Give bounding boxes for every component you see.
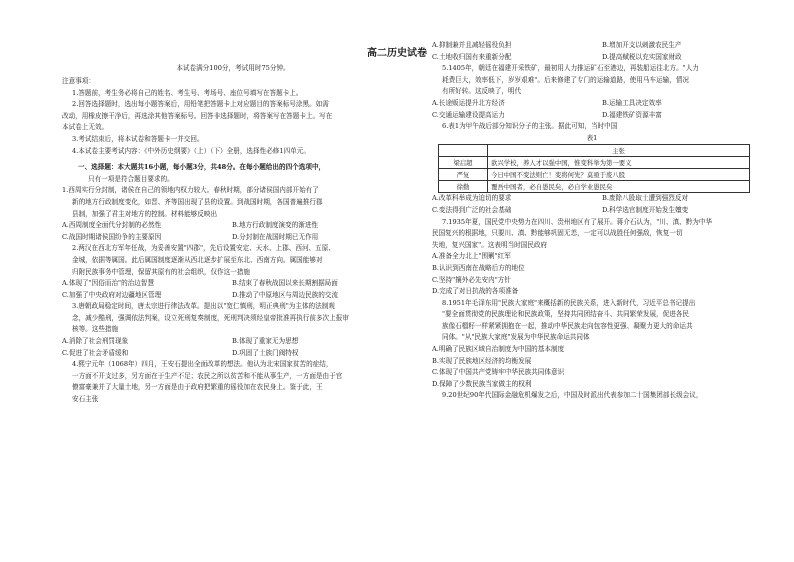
question-8-stem: 8.1951年毛泽东用"民族大家庭"来概括新的民族关系，进入新时代，习近平总书记提出 [442, 298, 696, 307]
question-4-stem: 僚富豪兼并了大量土地，另一方面是由于政府把繁重的徭役加在农民身上。鉴于此，王 [72, 383, 323, 392]
table-cell-text: 欲兴学校，养人才以强中国，惟变科举为第一要义 [488, 157, 750, 169]
option-a[interactable]: A.消除了社会刑罚现象 [62, 337, 129, 346]
question-3-stem: 核等。这些措施 [72, 325, 119, 334]
question-4-stem: 一方面不开支过多，另方面在于生产不足；农民之所以贫苦和不能从事生产，一方面是由于官 [72, 371, 343, 380]
option-a[interactable]: A.长途贩运提升北方经济 [432, 98, 505, 107]
question-7-stem: 失地，复兴国家"。这表明当时国民政府 [432, 240, 548, 249]
exam-title: 高二历史试卷 [367, 48, 427, 59]
question-4-options [432, 40, 772, 52]
left-column [62, 76, 402, 406]
question-6-table [438, 144, 750, 193]
option-c[interactable]: C.坚持"攘外必先安内"方针 [432, 275, 511, 284]
option-c[interactable]: C.交通运输建设提高运力 [432, 110, 505, 119]
note-line: 2.回答选择题时，选出每小题答案后，用铅笔把答题卡上对应题目的答案标号涂黑。如需 [72, 100, 329, 109]
table-header-row [439, 145, 750, 157]
right-column [432, 40, 772, 402]
table-row [439, 169, 750, 181]
question-1-stem: 县制，加强了君主对地方的控制。材料能够反映出 [72, 209, 218, 218]
table-row [439, 157, 750, 169]
option-b[interactable]: B.地方行政制度演变的渐进性 [232, 221, 319, 230]
section-heading-cont: 只有一项是符合题目要求的。 [88, 174, 174, 183]
option-c[interactable]: C.加强了中央政府对边疆地区管理 [62, 290, 162, 299]
question-2-stem: 归附民族事务中管理，保留其原有的社会组织，仅作这一措施 [72, 267, 251, 276]
question-4-stem: 安石主张 [72, 395, 99, 404]
note-line: 1.答题前，考生务必将自己的姓名、考生号、考场号、座位号填写在答题卡上。 [72, 88, 303, 97]
question-6-stem: 6.表1为甲午战后部分知识分子的主张。据此可知，当时中国 [442, 122, 618, 131]
question-5-stem: 耗费巨大，效率低下，岁岁艰难"。后来修建了专门的运输道路，使用马车运输，情况 [442, 75, 689, 84]
question-5-options [432, 110, 772, 122]
table-header-cell: 主张 [488, 145, 750, 157]
option-a[interactable]: A.改革科举成为迫切的要求 [432, 194, 512, 203]
option-d[interactable]: D.福建铁矿资源丰富 [602, 110, 662, 119]
question-8-stem: "要全面贯彻党的民族理论和民族政策，坚持共同团结奋斗、共同繁荣发展，促进各民 [442, 310, 689, 319]
question-1-stem: 1.西周实行分封制，诸侯在自己的领地内权力较大。春秋时期，部分诸侯国内部开始有了 [62, 186, 319, 195]
notes-heading: 注意事项： [62, 77, 95, 85]
option-d[interactable]: D.推动了中原地区与周边民族的交流 [232, 290, 339, 299]
question-3-stem: 3.唐朝政局稳定时间，唐太宗进行律法改革。提出以"宽仁慎刑，明正典刑"为主体的法制观 [72, 302, 335, 311]
question-7-stem: 民国复兴的根据地，只要川、滇、黔能够巩固无恙，一定可以战胜任何强敌，恢复一切 [432, 229, 683, 238]
question-1-stem: 新的地方行政制度变化，如晋、齐等国出现了县的设置。到战国时期，各国普遍推行郡 [72, 197, 323, 206]
table-cell-name: 梁启超 [439, 157, 488, 169]
question-1-options [62, 220, 402, 232]
option-d[interactable]: D.完成了对日抗战的各项准备 [432, 287, 519, 296]
table-caption: 表1 [586, 133, 598, 142]
table-header-empty [439, 145, 488, 157]
question-2-stem: 金城，依据等属国。此后属国制度逐渐从西北逐步扩展至东北、西南方向。属国能够对 [72, 255, 323, 264]
option-b[interactable]: B.认识到西南在战略后方的地位 [432, 263, 525, 272]
note-line: 本试卷上无效。 [62, 123, 109, 132]
table-cell-text: 今日中国不变法则亡！变将何先？莫亟于废八股 [488, 169, 750, 181]
option-c[interactable]: C.促进了社会矛盾缓和 [62, 348, 129, 357]
question-4-stem: 4.熙宁元年（1068年）四月，王安石提出全面改革的想法。他认为北宋国家贫苦的症结， [72, 360, 333, 369]
option-b[interactable]: B.体现了重家无为思想 [232, 337, 299, 346]
exam-subtitle: 本试卷满分100分，考试用时75分钟。 [176, 64, 290, 72]
question-7-stem: 7.1935年夏，国民党中央势力在四川、贵州地区有了展开。蒋介石认为，"川、滇、黔为中华 [442, 217, 713, 226]
option-d[interactable]: D.科学选官制度开始发生嬗变 [602, 205, 689, 214]
table-cell-text: 覆吾中国者，必自愚民矣，必自学业愚民矣 [488, 181, 750, 193]
option-d[interactable]: D.巩固了士族门阀特权 [232, 348, 299, 357]
question-5-stem: 5.1405年，朝廷在福建开采铁矿，最初用人力推运矿石至港边，再装船运往北方。"人力 [442, 64, 699, 73]
question-6-options [432, 193, 772, 205]
question-4-options [432, 52, 772, 64]
question-5-options [432, 98, 772, 110]
option-a[interactable]: A.体现了"因俗而治"的治边智慧 [62, 279, 155, 288]
option-a[interactable]: A.明确了民族区域自治制度为中国的基本制度 [432, 345, 565, 354]
option-d[interactable]: D.分封制在战国时期已无作用 [232, 232, 319, 241]
question-8-stem: 同体。"从"民族大家庭"发展为中华民族命运共同体 [442, 333, 590, 342]
note-line: 改动，用橡皮擦干净后，再选涂其他答案标号。回答非选择题时，将答案写在答题卡上。写在 [62, 111, 333, 120]
question-9-stem: 9.20世纪90年代国际金融危机爆发之后，中国及时派出代表参加二十国集团部长级会议， [442, 391, 703, 400]
table-row [439, 181, 750, 193]
option-b[interactable]: B.实现了民族地区经济的均衡发展 [432, 356, 532, 365]
option-b[interactable]: B.增加开支以刺激农民生产 [602, 41, 682, 49]
option-d[interactable]: D.保障了少数民族当家做主的权利 [432, 379, 532, 388]
question-3-options [62, 348, 402, 360]
question-2-stem: 2.两汉在西北方军年任战，为妥善安置"四郡"，先后设置安定、天水、上郡、西河、五原、 [72, 244, 335, 253]
table-cell-name: 徐勤 [439, 181, 488, 193]
question-6-options [432, 205, 772, 217]
note-line: 3.考试结束后，将本试卷和答题卡一并交回。 [72, 134, 204, 143]
option-a[interactable]: A.西周制度全面代分封制的必然性 [62, 221, 162, 230]
option-b[interactable]: B.运输工具决定效率 [602, 98, 662, 107]
table-cell-name: 严复 [439, 169, 488, 181]
question-1-options [62, 232, 402, 244]
option-c[interactable]: C.变法得到广泛的社会基础 [432, 205, 512, 214]
note-line: 4.本试卷主要考试内容：《中外历史纲要》（上）（下）全册，选择性必修1四单元。 [72, 146, 310, 155]
question-2-options [62, 290, 402, 302]
question-3-options [62, 336, 402, 348]
option-a[interactable]: A.准备全力北上"围剿"红军 [432, 252, 511, 261]
question-2-options [62, 278, 402, 290]
option-c[interactable]: C.体现了中国共产党铸牢中华民族共同体意识 [432, 368, 565, 377]
question-3-stem: 念，减少酷刑，强调依法判案，设立死刑复奏制度，死刑判决须经皇帝批准再执行前多次上报审 [72, 313, 349, 322]
option-c[interactable]: C.战国时期诸侯国纷争的主要原因 [62, 232, 162, 241]
option-b[interactable]: B.结束了春秋战国以来长期割据局面 [232, 279, 338, 288]
section-heading: 一、选择题：本大题共16小题，每小题3分，共48分。在每小题给出的四个选项中， [78, 163, 326, 172]
question-8-stem: 族像石榴籽一样紧紧拥抱在一起，推动中华民族走向包容性更强、凝聚力更大的命运共 [442, 321, 693, 330]
question-5-stem: 有所好转。这反映了，明代 [442, 87, 522, 96]
option-a[interactable]: A.抑制兼并且减轻徭役负担 [432, 41, 512, 49]
option-c[interactable]: C.土地收归国有来重新分配 [432, 52, 512, 61]
option-d[interactable]: D.提高赋税以充实国家财政 [602, 52, 682, 61]
option-b[interactable]: B.废除八股取士遭到强烈反对 [602, 194, 689, 203]
